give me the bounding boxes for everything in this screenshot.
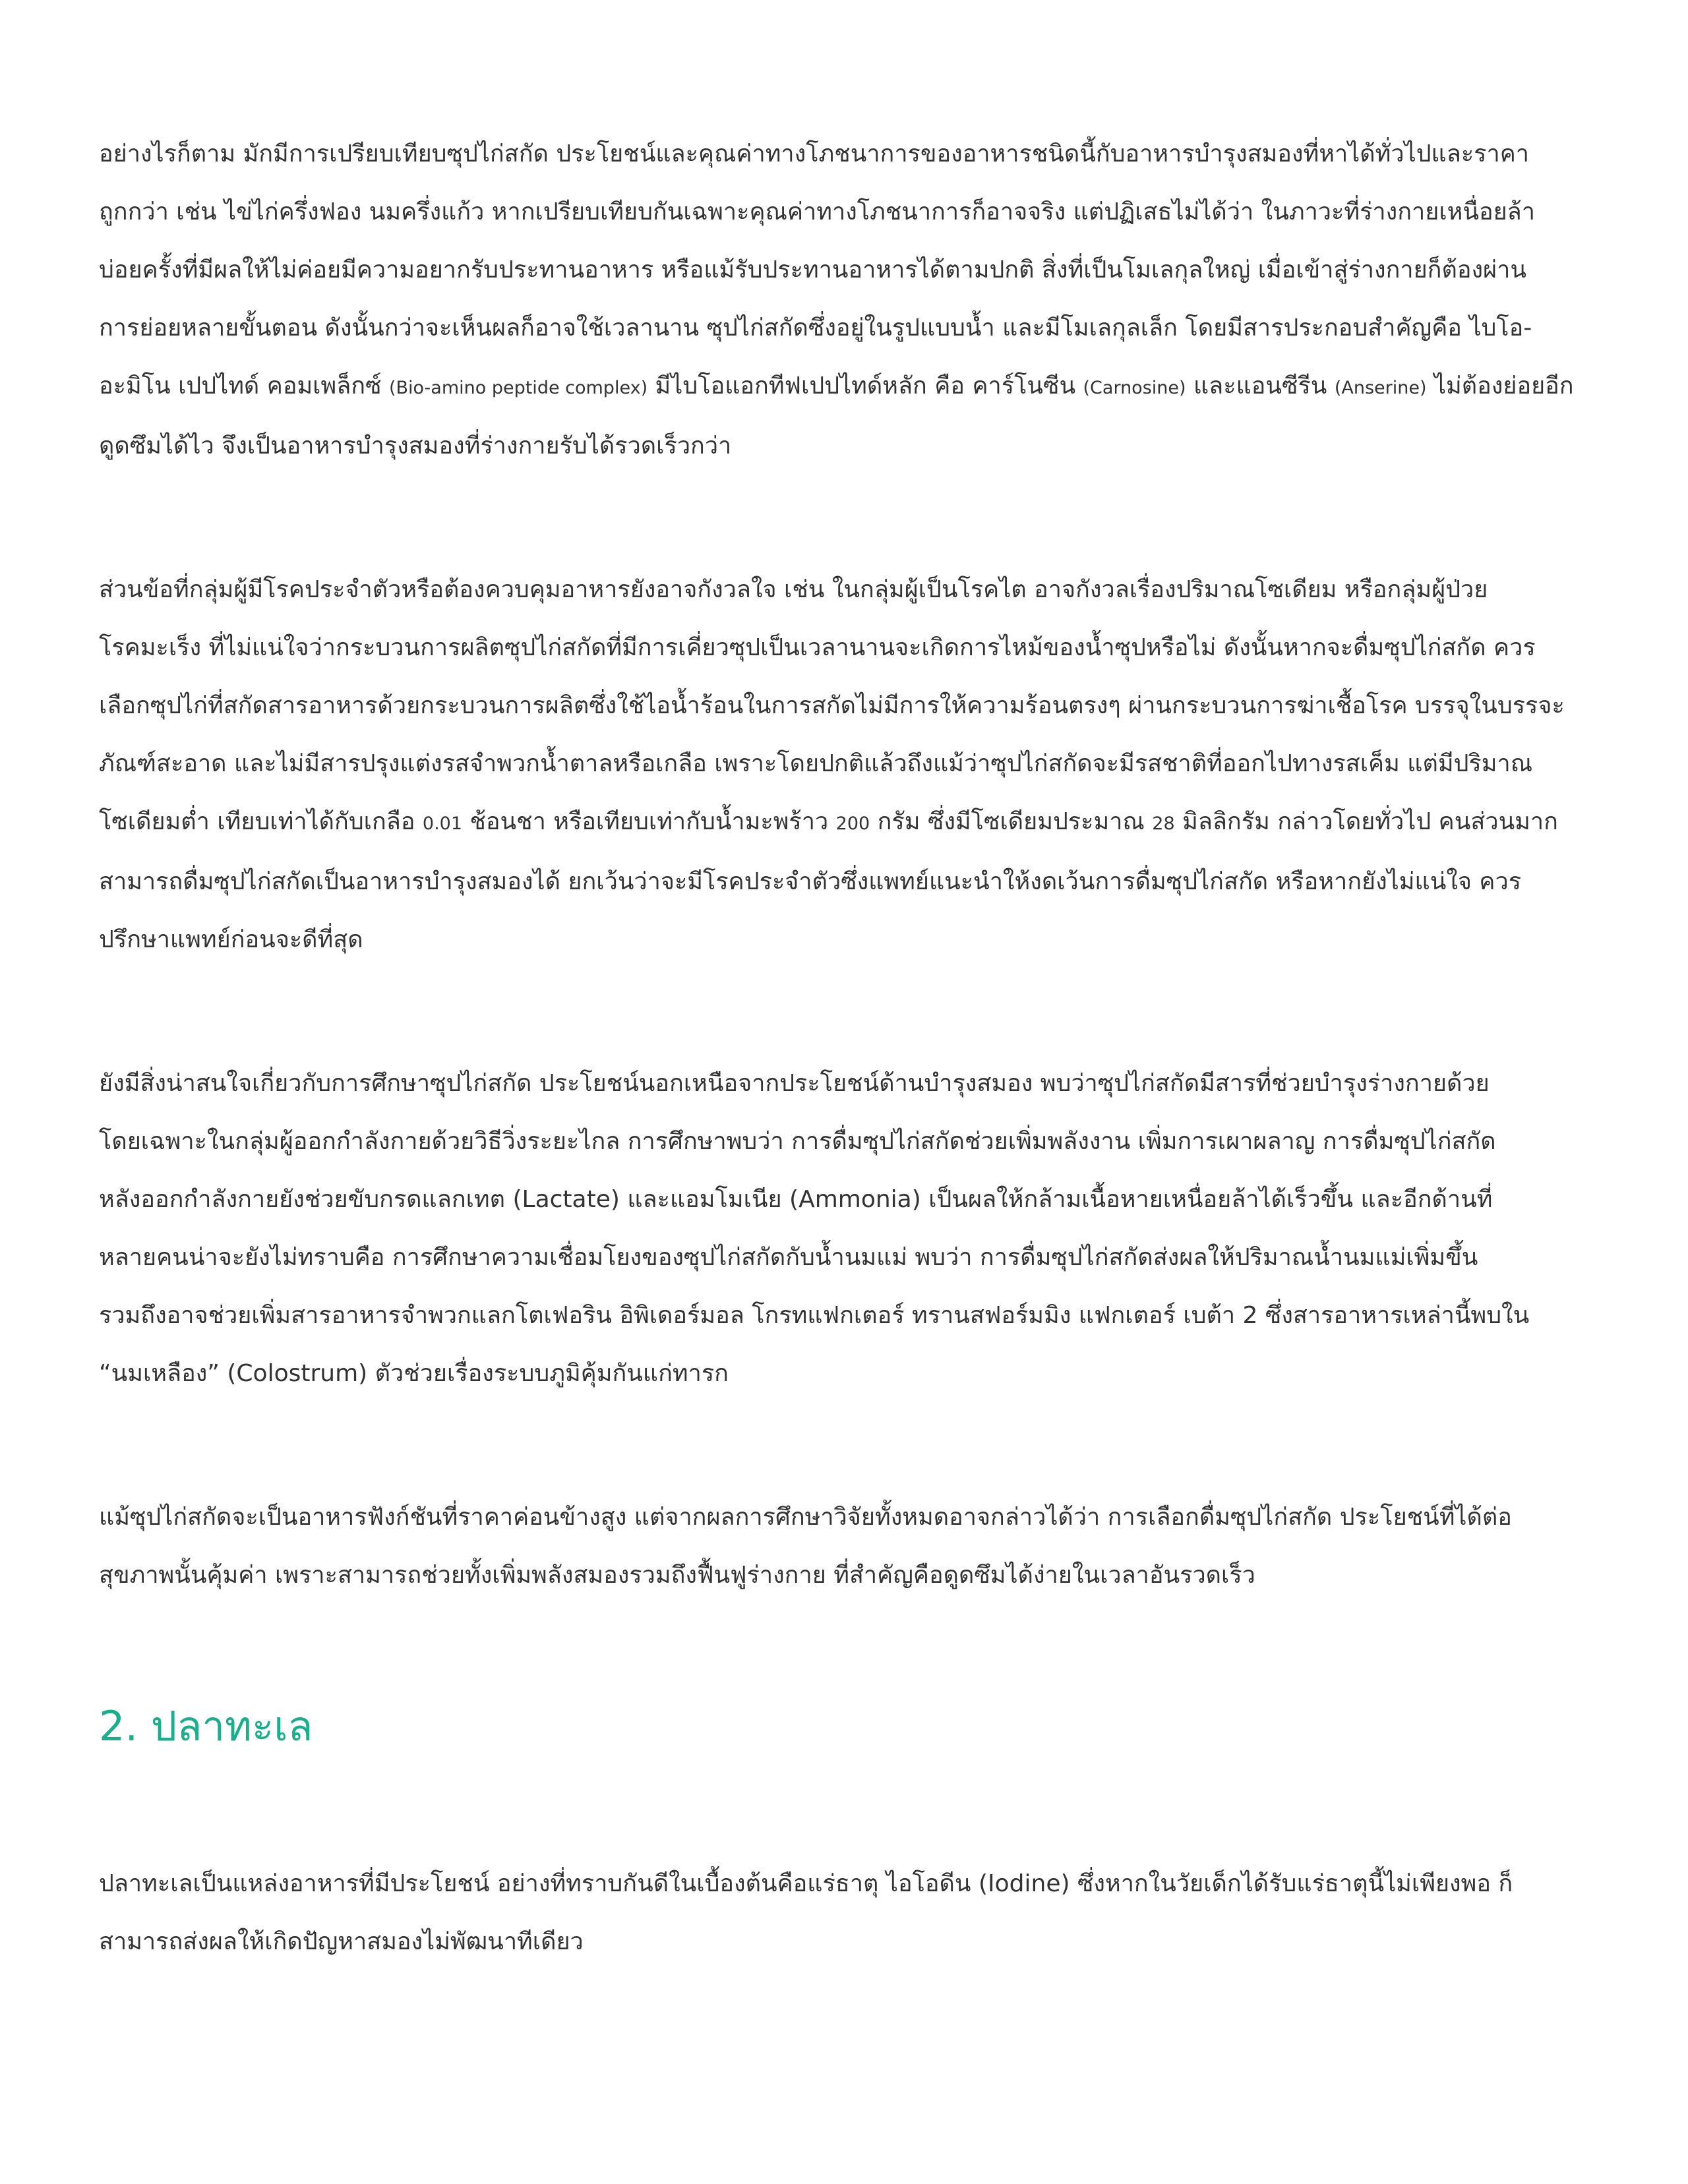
english-term: (Carnosine) <box>1083 378 1186 398</box>
text-line: หลังออกกำลังกายยังช่วยขับกรดแลกเทต (Lactate) และแอมโมเนีย (Ammonia) เป็นผลให้กล้ามเนื้อหายเหนื่อยล้าได้เร็วขึ้น และอีกด้านที่ <box>99 1186 1493 1213</box>
text-line: รวมถึงอาจช่วยเพิ่มสารอาหารจำพวกแลกโตเฟอริน อิพิเดอร์มอล โกรทแฟกเตอร์ ทรานสฟอร์มมิง แฟกเตอร์ เบต้า 2 ซึ่งสารอาหารเหล่านี้พบใน <box>99 1302 1530 1329</box>
text-line: “นมเหลือง” (Colostrum) ตัวช่วยเรื่องระบบภูมิคุ้มกันแก่ทารก <box>99 1360 729 1387</box>
paragraph-spacer <box>99 969 1589 1055</box>
text-segment: กรัม ซึ่งมีโซเดียมประมาณ <box>870 808 1153 835</box>
text-line: โดยเฉพาะในกลุ่มผู้ออกกำลังกายด้วยวิธีวิ่งระยะไกล การศึกษาพบว่า การดื่มซุปไก่สกัดช่วยเพิ่มพลังงาน เพิ่มการเผาผลาญ การดื่มซุปไก่สกัด <box>99 1128 1496 1155</box>
text-line: เลือกซุปไก่ที่สกัดสารอาหารด้วยกระบวนการผลิตซึ่งใช้ไอน้ำร้อนในการสกัดไม่มีการให้ความร้อนตรงๆ ผ่านกระบวนการฆ่าเชื้อโรค บรรจุในบรรจะ <box>99 692 1565 719</box>
text-line: แม้ซุปไก่สกัดจะเป็นอาหารฟังก์ชันที่ราคาค่อนข้างสูง แต่จากผลการศึกษาวิจัยทั้งหมดอาจกล่าวได้ว่า การเลือกดื่มซุปไก่สกัด ประโยชน์ที่ได้ต่อ <box>99 1504 1512 1531</box>
article-body <box>99 125 1589 1971</box>
number-value: 200 <box>835 813 870 834</box>
paragraph-conclusion <box>99 1489 1589 1605</box>
text-segment: ช้อนชา หรือเทียบเท่ากับน้ำมะพร้าว <box>462 808 836 835</box>
text-segment: ไม่ต้องย่อยอีก <box>1426 372 1574 399</box>
text-line: ยังมีสิ่งน่าสนใจเกี่ยวกับการศึกษาซุปไก่สกัด ประโยชน์นอกเหนือจากประโยชน์ด้านบำรุงสมอง พบว่าซุปไก่สกัดมีสารที่ช่วยบำรุงร่างกายด้วย <box>99 1070 1490 1097</box>
text-line: การย่อยหลายขั้นตอน ดังนั้นกว่าจะเห็นผลก็อาจใช้เวลานาน ซุปไก่สกัดซึ่งอยู่ในรูปแบบน้ำ และมีโมเลกุลเล็ก โดยมีสารประกอบสำคัญคือ ไบโอ- <box>99 314 1532 341</box>
text-line: ดูดซึมได้ไว จึงเป็นอาหารบำรุงสมองที่ร่างกายรับได้รวดเร็วกว่า <box>99 432 732 459</box>
text-line <box>99 808 1558 835</box>
text-line: บ่อยครั้งที่มีผลให้ไม่ค่อยมีความอยากรับประทานอาหาร หรือแม้รับประทานอาหารได้ตามปกติ สิ่งที่เป็นโมเลกุลใหญ่ เมื่อเข้าสู่ร่างกายก็ต้องผ่าน <box>99 256 1526 283</box>
english-term: (Bio-amino peptide complex) <box>388 378 648 398</box>
paragraph-sodium-concerns <box>99 561 1589 969</box>
text-segment: โซเดียมต่ำ เทียบเท่าได้กับเกลือ <box>99 808 423 835</box>
text-line: สามารถส่งผลให้เกิดปัญหาสมองไม่พัฒนาทีเดียว <box>99 1928 584 1955</box>
text-line: ภัณฑ์สะอาด และไม่มีสารปรุงแต่งรสจำพวกน้ำตาลหรือเกลือ เพราะโดยปกติแล้วถึงแม้ว่าซุปไก่สกัดจะมีรสชาติที่ออกไปทางรสเค็ม แต่มีปริมาณ <box>99 750 1533 777</box>
text-line: ปรึกษาแพทย์ก่อนจะดีที่สุด <box>99 926 363 953</box>
text-line: ถูกกว่า เช่น ไข่ไก่ครึ่งฟอง นมครึ่งแก้ว หากเปรียบเทียบกันเฉพาะคุณค่าทางโภชนาการก็อาจจริง แต่ปฏิเสธไม่ได้ว่า ในภาวะที่ร่างกายเหนื่อยล้า <box>99 198 1535 225</box>
text-line: ส่วนข้อที่กลุ่มผู้มีโรคประจำตัวหรือต้องควบคุมอาหารยังอาจกังวลใจ เช่น ในกลุ่มผู้เป็นโรคไต อาจกังวลเรื่องปริมาณโซเดียม หรือกลุ่มผู้ป่วย <box>99 576 1488 603</box>
number-value: 28 <box>1152 813 1175 834</box>
text-segment: มีไบโอแอกทีฟเปปไทด์หลัก คือ คาร์โนซีน <box>648 372 1083 399</box>
section-heading-sea-fish: 2. ปลาทะเล <box>99 1702 313 1750</box>
section-spacer <box>99 1605 1589 1694</box>
number-value: 0.01 <box>422 813 463 834</box>
text-segment: และแอนซีรีน <box>1186 372 1335 399</box>
paragraph-chicken-comparison <box>99 125 1589 475</box>
paragraph-spacer <box>99 1403 1589 1489</box>
text-segment: อะมิโน เปปไทด์ คอมเพล็กซ์ <box>99 372 389 399</box>
text-line <box>99 372 1574 399</box>
paragraph-spacer <box>99 475 1589 561</box>
text-segment: มิลลิกรัม กล่าวโดยทั่วไป คนส่วนมาก <box>1174 808 1558 835</box>
english-term: (Anserine) <box>1334 378 1427 398</box>
text-line: โรคมะเร็ง ที่ไม่แน่ใจว่ากระบวนการผลิตซุปไก่สกัดที่มีการเคี่ยวซุปเป็นเวลานานจะเกิดการไหม้ของน้ำซุปหรือไม่ ดังนั้นหากจะดื่มซุปไก่สกัด ควร <box>99 634 1536 661</box>
text-line: หลายคนน่าจะยังไม่ทราบคือ การศึกษาความเชื่อมโยงของซุปไก่สกัดกับน้ำนมแม่ พบว่า การดื่มซุปไก่สกัดส่งผลให้ปริมาณน้ำนมแม่เพิ่มขึ้น <box>99 1244 1478 1271</box>
text-line: สามารถดื่มซุปไก่สกัดเป็นอาหารบำรุงสมองได้ ยกเว้นว่าจะมีโรคประจำตัวซึ่งแพทย์แนะนำให้งดเว้นการดื่มซุปไก่สกัด หรือหากยังไม่แน่ใจ ควร <box>99 868 1522 895</box>
text-line: ปลาทะเลเป็นแหล่งอาหารที่มีประโยชน์ อย่างที่ทราบกันดีในเบื้องต้นคือแร่ธาตุ ไอโอดีน (Iodine) ซึ่งหากในวัยเด็กได้รับแร่ธาตุนี้ไม่เพียงพอ ก็ <box>99 1870 1513 1897</box>
text-line: สุขภาพนั้นคุ้มค่า เพราะสามารถช่วยทั้งเพิ่มพลังสมองรวมถึงฟื้นฟูร่างกาย ที่สำคัญคือดูดซึมได้ง่ายในเวลาอันรวดเร็ว <box>99 1562 1255 1589</box>
text-line: อย่างไรก็ตาม มักมีการเปรียบเทียบซุปไก่สกัด ประโยชน์และคุณค่าทางโภชนาการของอาหารชนิดนี้กับอาหารบำรุงสมองที่หาได้ทั่วไปและราคา <box>99 140 1529 167</box>
section-spacer <box>99 1759 1589 1855</box>
paragraph-exercise-benefits <box>99 1055 1589 1403</box>
paragraph-sea-fish <box>99 1855 1589 1971</box>
